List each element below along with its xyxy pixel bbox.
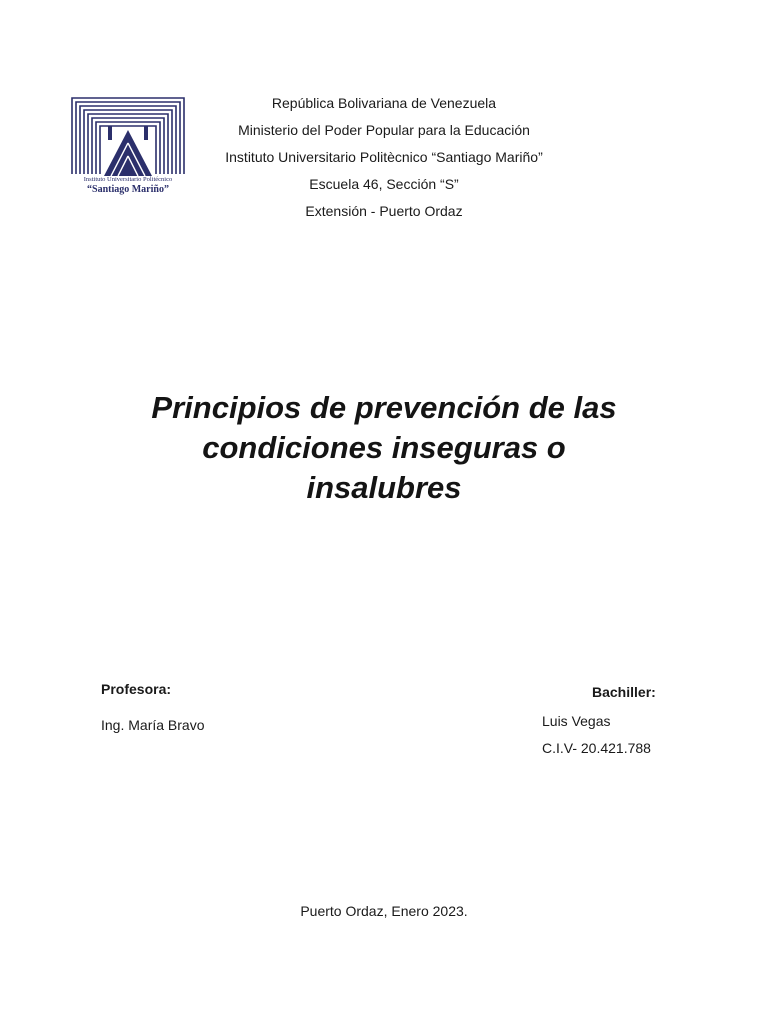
document-title: [84, 388, 684, 508]
header-school-section: Escuela 46, Sección “S”: [309, 175, 459, 192]
title-line: insalubres: [306, 470, 462, 505]
logo-caption-name: “Santiago Mariño”: [87, 184, 169, 195]
title-line: condiciones inseguras o: [202, 430, 566, 465]
student-id: C.I.V- 20.421.788: [542, 740, 651, 756]
header-ministry: Ministerio del Poder Popular para la Educación: [238, 121, 530, 138]
professor-label: Profesora:: [101, 681, 172, 697]
header-republic: República Bolivariana de Venezuela: [271, 95, 497, 111]
document-header: [0, 90, 768, 224]
professor-name: Ing. María Bravo: [101, 717, 205, 733]
student-label: Bachiller:: [592, 684, 656, 700]
header-institute: Instituto Universitario Politècnico “Santiago Mariño”: [225, 148, 543, 165]
header-extension: Extensión - Puerto Ordaz: [305, 202, 463, 219]
student-name: Luis Vegas: [542, 713, 611, 729]
place-date: Puerto Ordaz, Enero 2023.: [300, 903, 468, 919]
logo-caption-institute: Instituto Universitario Politécnico: [83, 176, 173, 183]
title-line: Principios de prevención de las: [151, 390, 617, 425]
